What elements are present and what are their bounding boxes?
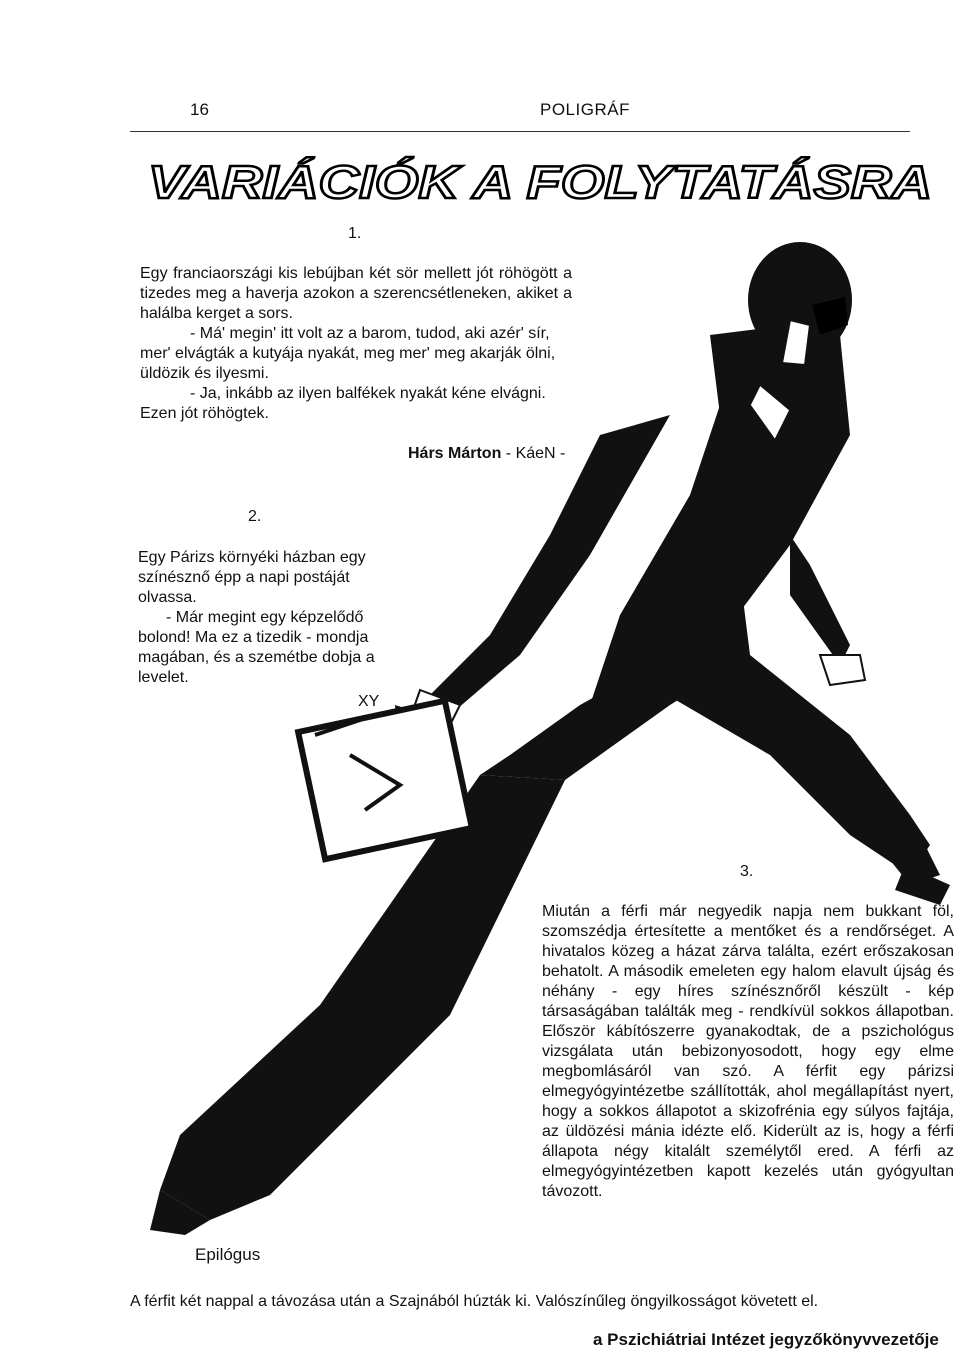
section-3-number: 3. [740, 863, 754, 880]
section-1-paragraph-1: Egy franciaországi kis lebújban két sör mellett jót röhögött a tizedes meg a haverja azokon a szerencsétleneken, akiket a halálba kerget a sors. [140, 265, 572, 322]
title-text: VARIÁCIÓK A FOLYTATÁSRA [148, 156, 932, 208]
section-1-paragraph-2: - Má' megin' itt volt az a barom, tudod, aki azér' sír, mer' elvágták a kutyája nyakát, meg mer' meg akarják ölni, üldözik és ilyesmi. [140, 325, 556, 382]
section-2 [138, 548, 400, 688]
section-2-signature: XY [358, 693, 380, 710]
epilogue-heading: Epilógus [195, 1245, 261, 1264]
section-3 [542, 902, 954, 1202]
signature-name: Hárs Márton [408, 445, 502, 462]
epilogue-text: A férfit két nappal a távozása után a Szajnából húzták ki. Valószínűleg öngyilkosságot követett el. [130, 1293, 819, 1310]
section-1-paragraph-3: - Ja, inkább az ilyen balfékek nyakát kéne elvágni. [190, 385, 546, 402]
section-1 [140, 264, 572, 424]
footer-signature: a Pszichiátriai Intézet jegyzőkönyvvezetője [593, 1330, 939, 1349]
section-3-paragraph-1: Miután a férfi már negyedik napja nem bukkant föl, szomszédja értesítette a mentőket és a rendőrséget. A hivatalos közeg a házat zárva találta, ezért erőszakosan behatolt. A második emeleten egy halom elavult újság és néhány - egy híres színésznőről készült - kép társaságában találták meg - rendkívül sokkos állapotban. Először kábítószerre gyanakodtak, de a pszichológus vizsgálata után bebizonyosodott, hogy egy elme megbomlásáról van szó. A férfit egy párizsi elmegyógyintézetbe szállították, ahol megállapítást nyert, hogy a sokkos állapotot a skizofrénia egy súlyos fajtája, az üldözési mánia idézte elő. Kiderült az is, hogy a férfi állapota négy kitalált személytől ered. A férfi az elmegyógyintézetben kapott kezelés után gyógyultan távozott. [542, 903, 954, 1200]
section-1-paragraph-4: Ezen jót röhögtek. [140, 405, 269, 422]
section-1-signature [408, 444, 565, 464]
section-2-paragraph-1: Egy Párizs környéki házban egy színésznő épp a napi postáját olvassa. [138, 549, 366, 606]
section-2-paragraph-2: - Már megint egy képzelődő bolond! Ma ez a tizedik - mondja magában, és a szemétbe dobja a levelet. [138, 609, 375, 686]
signature-suffix: - KáeN - [501, 445, 566, 462]
header-rule [130, 131, 910, 132]
section-1-number: 1. [348, 225, 362, 242]
article-title [140, 146, 940, 218]
section-2-number: 2. [248, 508, 262, 525]
page-number: 16 [190, 100, 209, 119]
magazine-name: POLIGRÁF [540, 100, 630, 119]
